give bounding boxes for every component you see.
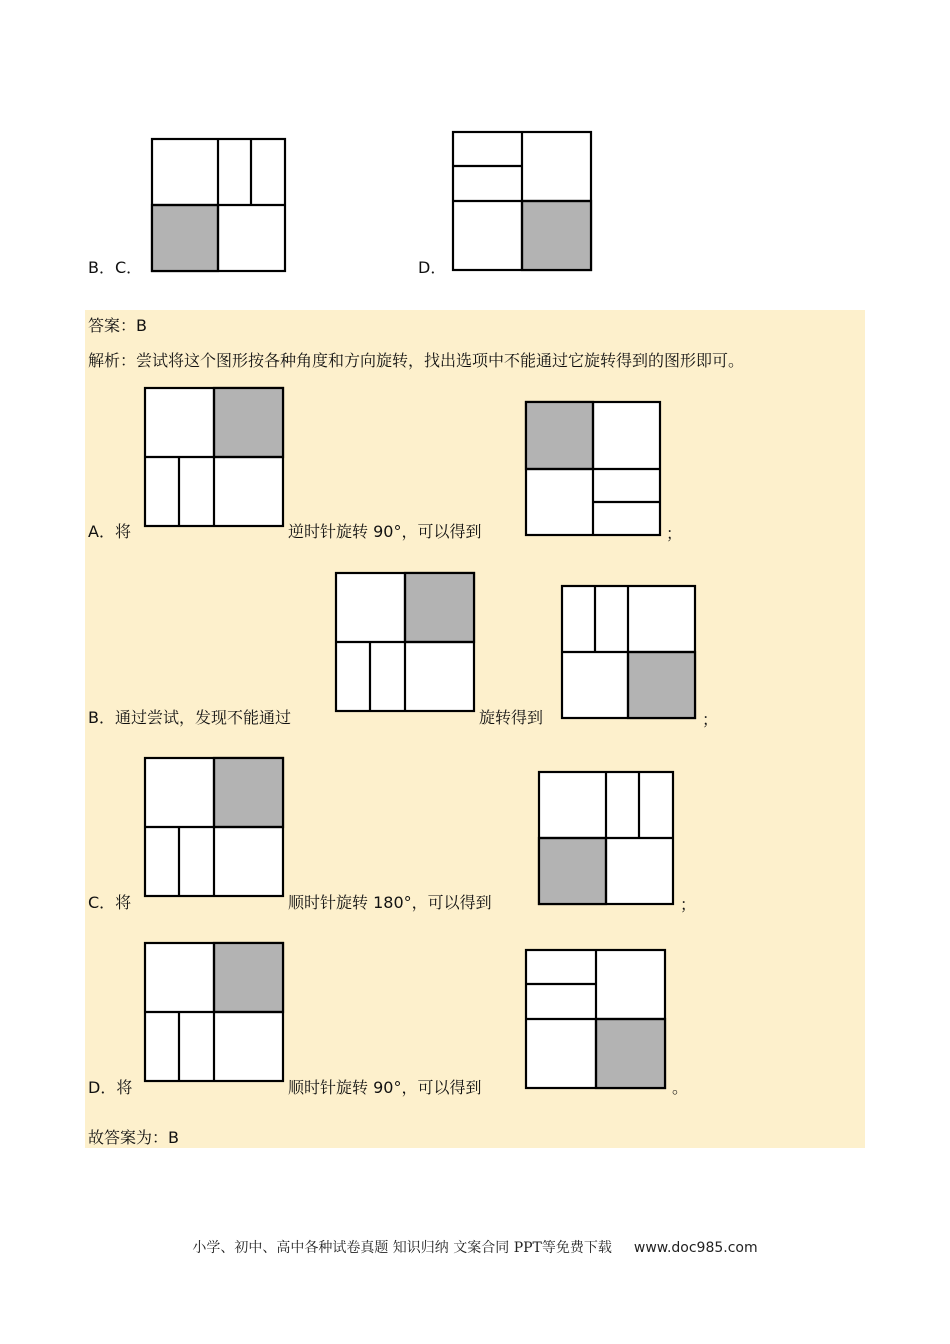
- conclusion-line: 故答案为：B: [88, 1128, 179, 1147]
- figure-result-a: [525, 401, 661, 536]
- row-b-middle: 旋转得到: [479, 708, 544, 727]
- answer-line: 答案：B: [88, 316, 147, 335]
- figure-result-c: [538, 771, 674, 905]
- row-d-middle: 顺时针旋转 90°，可以得到: [288, 1078, 482, 1097]
- row-a-suffix: ；: [666, 524, 683, 543]
- option-bc-label: B．C．: [88, 258, 143, 277]
- figure-original-a: [144, 387, 284, 527]
- row-a-prefix: A．将: [88, 522, 131, 541]
- figure-result-d: [525, 949, 666, 1089]
- row-c-suffix: ；: [680, 895, 697, 914]
- row-b-suffix: ；: [702, 710, 719, 729]
- row-c-prefix: C．将: [88, 893, 132, 912]
- row-d-suffix: 。: [672, 1078, 689, 1097]
- analysis-line: 解析：尝试将这个图形按各种角度和方向旋转，找出选项中不能通过它旋转得到的图形即可。: [88, 351, 745, 370]
- figure-result-b: [561, 585, 696, 719]
- figure-option-d: [452, 131, 592, 271]
- figure-original-c: [144, 757, 284, 897]
- option-d-label: D．: [418, 258, 447, 277]
- row-a-middle: 逆时针旋转 90°，可以得到: [288, 522, 482, 541]
- figure-option-c: [151, 138, 287, 272]
- page-footer: [0, 1237, 950, 1257]
- figure-original-b: [335, 572, 475, 712]
- row-b-prefix: B．通过尝试，发现不能通过: [88, 708, 291, 727]
- footer-text: 小学、初中、高中各种试卷真题 知识归纳 文案合同 PPT等免费下载: [192, 1240, 612, 1256]
- row-c-middle: 顺时针旋转 180°，可以得到: [288, 893, 492, 912]
- figure-original-d: [144, 942, 284, 1082]
- footer-url[interactable]: www.doc985.com: [633, 1240, 758, 1256]
- row-d-prefix: D．将: [88, 1078, 133, 1097]
